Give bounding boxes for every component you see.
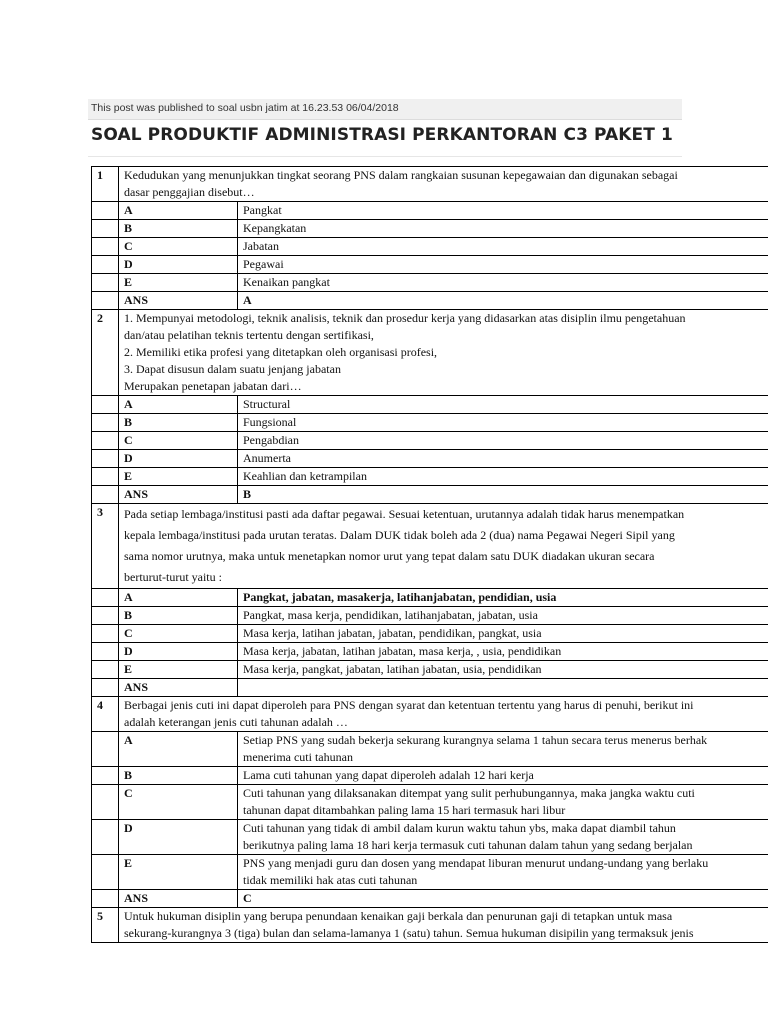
option-line: berikutnya paling lama 18 hari kerja termasuk cuti tahunan dalam tahun yang sedang berjalan	[243, 838, 693, 852]
option-text: Kepangkatan	[238, 220, 768, 238]
question-text	[119, 504, 768, 589]
option-key: A	[119, 396, 238, 414]
option-text: Pangkat, masa kerja, pendidikan, latihanjabatan, jabatan, usia	[238, 607, 768, 625]
answer-label: ANS	[119, 890, 238, 908]
option-text: Jabatan	[238, 238, 768, 256]
option-text	[238, 820, 768, 855]
option-row	[92, 820, 768, 855]
question-line: Berbagai jenis cuti ini dapat diperoleh para PNS dengan syarat dan ketentuan tertentu yang harus di penuhi, berikut ini	[124, 698, 694, 712]
option-row	[92, 589, 768, 607]
question-number: 2	[92, 310, 119, 396]
option-key: C	[119, 432, 238, 450]
option-row	[92, 785, 768, 820]
page-title: SOAL PRODUKTIF ADMINISTRASI PERKANTORAN C3 PAKET 1	[91, 125, 673, 145]
option-row	[92, 607, 768, 625]
option-key: E	[119, 468, 238, 486]
answer-value: B	[238, 486, 768, 504]
option-key: A	[119, 732, 238, 767]
option-line: Setiap PNS yang sudah bekerja sekurang kurangnya selama 1 tahun secara terus menerus berhak	[243, 733, 708, 747]
option-row	[92, 732, 768, 767]
option-text: Masa kerja, pangkat, jabatan, latihan jabatan, usia, pendidikan	[238, 661, 768, 679]
question-line: dasar penggajian disebut…	[124, 185, 255, 199]
question-line: berturut-turut yaitu :	[124, 570, 222, 584]
question-row	[92, 167, 768, 202]
question-text	[119, 697, 768, 732]
title-divider	[88, 156, 682, 157]
question-line: Kedudukan yang menunjukkan tingkat seorang PNS dalam rangkaian susunan kepegawaian dan digunakan sebagai	[124, 168, 678, 182]
answer-value	[238, 679, 768, 697]
question-line: sekurang-kurangnya 3 (tiga) bulan dan selama-lamanya 1 (satu) tahun. Semua hukuman disipilin yang termaksuk jenis	[124, 926, 694, 940]
option-line: Cuti tahunan yang tidak di ambil dalam kurun waktu tahun ybs, maka dapat diambil tahun	[243, 821, 676, 835]
option-text: Pegawai	[238, 256, 768, 274]
question-line: 1. Mempunyai metodologi, teknik analisis, teknik dan prosedur kerja yang didasarkan atas disiplin ilmu pengetahuan	[124, 311, 686, 325]
option-key: D	[119, 643, 238, 661]
question-number: 5	[92, 908, 119, 943]
option-text	[238, 855, 768, 890]
option-key: A	[119, 589, 238, 607]
question-text	[119, 167, 768, 202]
question-row	[92, 908, 768, 943]
question-row	[92, 697, 768, 732]
post-info-text: This post was published to soal usbn jatim at 16.23.53 06/04/2018	[91, 102, 399, 114]
option-row	[92, 767, 768, 785]
option-text: Anumerta	[238, 450, 768, 468]
option-key: B	[119, 220, 238, 238]
option-row	[92, 643, 768, 661]
question-line: Untuk hukuman disiplin yang berupa penundaan kenaikan gaji berkala dan penurunan gaji di tetapkan untuk masa	[124, 909, 673, 923]
option-row	[92, 256, 768, 274]
option-text: Masa kerja, jabatan, latihan jabatan, masa kerja, , usia, pendidikan	[238, 643, 768, 661]
option-row	[92, 855, 768, 890]
option-key: D	[119, 256, 238, 274]
option-line: tidak memiliki hak atas cuti tahunan	[243, 873, 418, 887]
question-line: dan/atau pelatihan teknis tertentu dengan sertifikasi,	[124, 328, 374, 342]
option-text	[238, 767, 768, 785]
question-line: Pada setiap lembaga/institusi pasti ada daftar pegawai. Sesuai ketentuan, urutannya adalah tidak harus menempatkan	[124, 507, 685, 521]
question-line: kepala lembaga/institusi pada urutan teratas. Dalam DUK tidak boleh ada 2 (dua) nama Pegawai Negeri Sipil yang	[124, 528, 675, 542]
option-key: D	[119, 450, 238, 468]
question-text	[119, 908, 768, 943]
question-line: sama nomor urutnya, maka untuk menetapkan nomor urut yang tepat dalam satu DUK diadakan ukuran secara	[124, 549, 655, 563]
option-row	[92, 274, 768, 292]
option-key: E	[119, 274, 238, 292]
option-key: B	[119, 767, 238, 785]
post-info-bar	[88, 99, 682, 120]
option-text: Kenaikan pangkat	[238, 274, 768, 292]
option-key: C	[119, 238, 238, 256]
answer-label: ANS	[119, 486, 238, 504]
option-text: Fungsional	[238, 414, 768, 432]
option-text: Keahlian dan ketrampilan	[238, 468, 768, 486]
option-key: B	[119, 414, 238, 432]
option-line: PNS yang menjadi guru dan dosen yang mendapat liburan menurut undang-undang yang berlaku	[243, 856, 709, 870]
question-number: 3	[92, 504, 119, 589]
answer-label: ANS	[119, 292, 238, 310]
answer-row	[92, 292, 768, 310]
option-text: Pengabdian	[238, 432, 768, 450]
option-line: Lama cuti tahunan yang dapat diperoleh adalah 12 hari kerja	[243, 768, 534, 782]
question-line: 2. Memiliki etika profesi yang ditetapkan oleh organisasi profesi,	[124, 345, 438, 359]
question-row	[92, 310, 768, 396]
option-key: E	[119, 661, 238, 679]
question-text	[119, 310, 768, 396]
option-text: Masa kerja, latihan jabatan, jabatan, pendidikan, pangkat, usia	[238, 625, 768, 643]
option-key: E	[119, 855, 238, 890]
option-line: menerima cuti tahunan	[243, 750, 353, 764]
question-line: adalah keterangan jenis cuti tahunan adalah …	[124, 715, 348, 729]
option-key: A	[119, 202, 238, 220]
option-key: C	[119, 785, 238, 820]
option-row	[92, 414, 768, 432]
option-text: Pangkat, jabatan, masakerja, latihanjabatan, pendidian, usia	[238, 589, 768, 607]
option-row	[92, 202, 768, 220]
question-row	[92, 504, 768, 589]
option-key: D	[119, 820, 238, 855]
option-row	[92, 625, 768, 643]
option-text	[238, 785, 768, 820]
answer-label: ANS	[119, 679, 238, 697]
option-key: C	[119, 625, 238, 643]
question-line: 3. Dapat disusun dalam suatu jenjang jabatan	[124, 362, 341, 376]
option-line: Cuti tahunan yang dilaksanakan ditempat yang sulit perhubungannya, maka jangka waktu cuti	[243, 786, 695, 800]
option-row	[92, 450, 768, 468]
option-row	[92, 238, 768, 256]
option-text	[238, 732, 768, 767]
option-row	[92, 432, 768, 450]
answer-row	[92, 486, 768, 504]
answer-value: C	[238, 890, 768, 908]
answer-value: A	[238, 292, 768, 310]
option-text: Pangkat	[238, 202, 768, 220]
option-row	[92, 468, 768, 486]
option-row	[92, 220, 768, 238]
question-line: Merupakan penetapan jabatan dari…	[124, 379, 302, 393]
answer-row	[92, 679, 768, 697]
answer-row	[92, 890, 768, 908]
option-key: B	[119, 607, 238, 625]
question-table	[91, 166, 768, 943]
option-line: tahunan dapat ditambahkan paling lama 15 hari termasuk hari libur	[243, 803, 566, 817]
option-row	[92, 396, 768, 414]
option-row	[92, 661, 768, 679]
option-text: Structural	[238, 396, 768, 414]
question-number: 1	[92, 167, 119, 202]
question-number: 4	[92, 697, 119, 732]
